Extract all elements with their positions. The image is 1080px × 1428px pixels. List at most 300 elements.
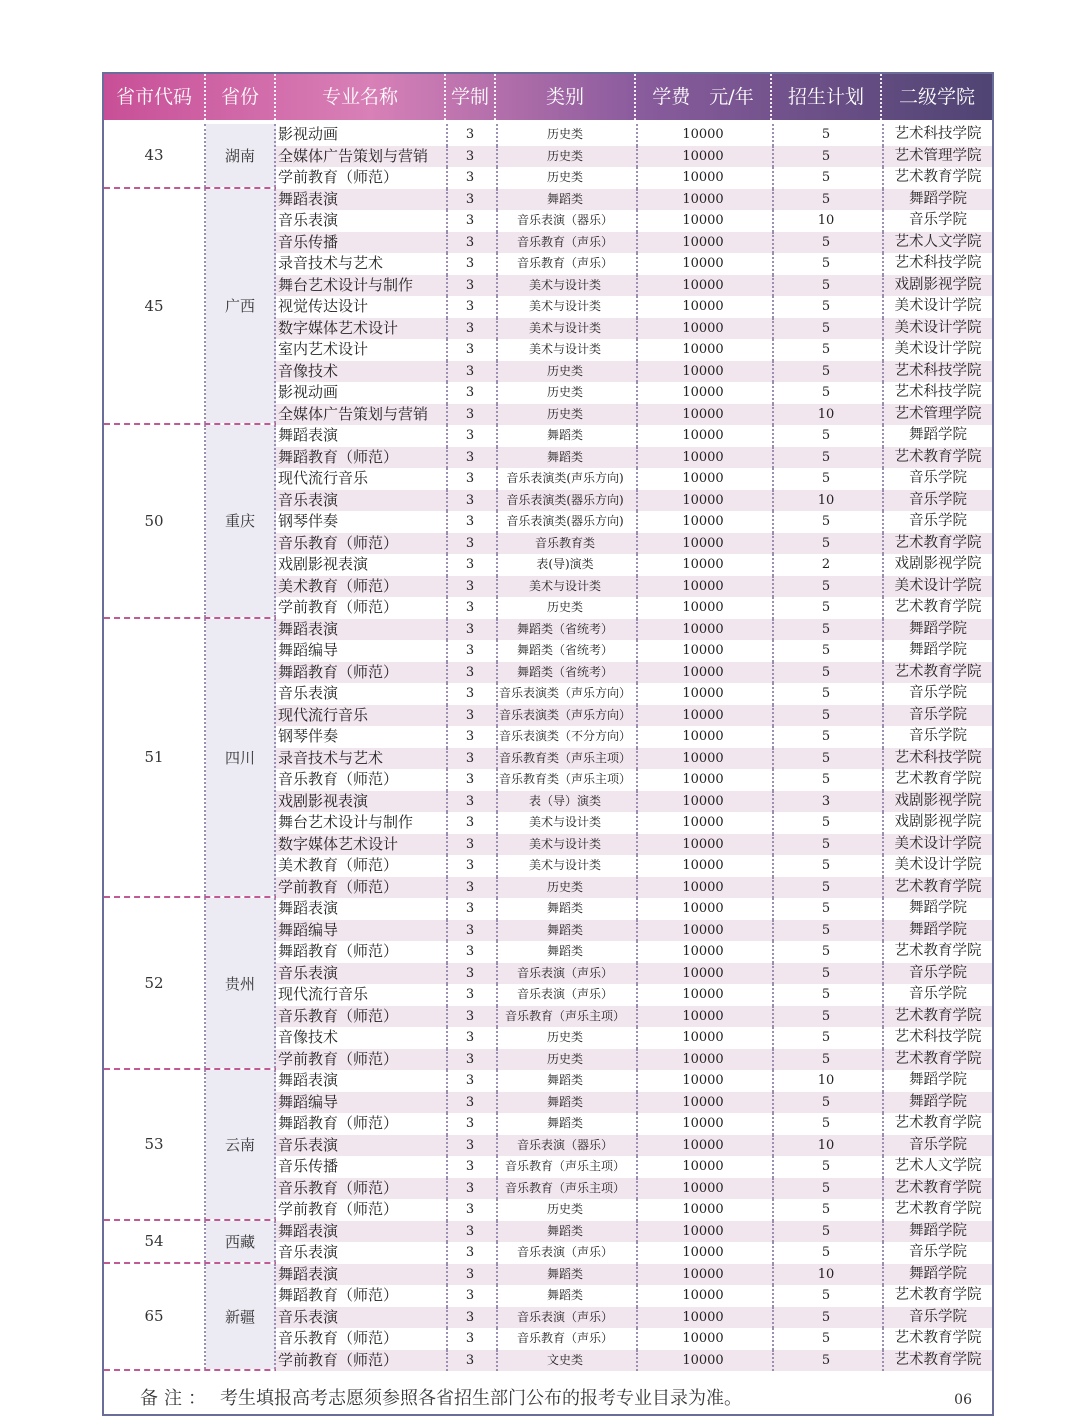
- column-divider: [772, 146, 774, 168]
- table-row: [276, 189, 992, 211]
- column-divider: [496, 619, 498, 641]
- column-divider: [446, 1221, 448, 1243]
- tuition-fee: 10000: [682, 557, 724, 572]
- column-divider: [496, 1221, 498, 1243]
- major-name: 视觉传达设计: [278, 297, 369, 315]
- table-row: [276, 963, 992, 985]
- enrollment-plan: 5: [821, 234, 831, 250]
- column-divider: [636, 404, 638, 426]
- major-name: 舞蹈表演: [278, 1221, 339, 1240]
- college-name: 艺术教育学院: [894, 1287, 982, 1303]
- enrollment-plan: 5: [821, 535, 831, 551]
- column-divider: [636, 1328, 638, 1350]
- tuition-fee: 10000: [682, 1288, 724, 1303]
- enrollment-plan: 5: [821, 320, 831, 336]
- study-length: 3: [465, 277, 475, 293]
- study-length: 3: [465, 1331, 475, 1346]
- column-divider: [882, 683, 884, 705]
- province-name: 广西: [206, 189, 276, 424]
- major-name: 音乐表演: [278, 1307, 339, 1326]
- column-divider: [772, 619, 774, 641]
- category: 舞蹈类: [546, 1073, 583, 1087]
- column-divider: [446, 920, 448, 942]
- category: 历史类: [546, 1030, 583, 1044]
- column-divider: [636, 1027, 638, 1049]
- study-length: 3: [465, 234, 475, 250]
- study-length: 3: [465, 256, 475, 271]
- table-row: [276, 1156, 992, 1178]
- study-length: 3: [465, 1266, 475, 1282]
- column-divider: [496, 941, 498, 963]
- column-divider: [882, 812, 884, 834]
- column-divider: [772, 1350, 774, 1372]
- enrollment-table-sheet: [102, 72, 994, 1416]
- column-divider: [496, 1113, 498, 1135]
- column-divider: [496, 1307, 498, 1329]
- enrollment-plan: 5: [821, 127, 831, 142]
- footnote-label: 备注：: [140, 1388, 212, 1409]
- column-divider: [882, 318, 884, 340]
- tuition-fee: 10000: [682, 320, 724, 336]
- header-code: 省市代码: [104, 74, 206, 120]
- enrollment-plan: 5: [821, 621, 831, 637]
- category: 美术与设计类: [528, 858, 601, 872]
- table-row: [276, 748, 992, 770]
- column-divider: [772, 812, 774, 834]
- column-divider: [772, 167, 774, 189]
- province-group: [104, 1264, 992, 1372]
- column-divider: [446, 1070, 448, 1092]
- column-divider: [882, 877, 884, 899]
- category: 历史类: [546, 170, 583, 184]
- category: 舞蹈类: [546, 944, 583, 958]
- college-name: 艺术教育学院: [894, 1201, 982, 1217]
- tuition-fee: 10000: [682, 535, 724, 551]
- column-divider: [446, 855, 448, 877]
- enrollment-plan: 5: [821, 1180, 831, 1196]
- college-name: 艺术教育学院: [894, 943, 982, 959]
- province-group: [104, 189, 992, 426]
- column-divider: [772, 361, 774, 383]
- column-divider: [882, 533, 884, 555]
- column-divider: [636, 361, 638, 383]
- column-divider: [882, 1328, 884, 1350]
- major-name: 现代流行音乐: [278, 985, 369, 1003]
- major-name: 数字媒体艺术设计: [278, 318, 399, 337]
- column-divider: [496, 662, 498, 684]
- category: 音乐表演（器乐）: [516, 213, 613, 227]
- table-row: [276, 167, 992, 189]
- study-length: 3: [465, 944, 475, 959]
- province-code: 53: [104, 1070, 206, 1219]
- column-divider: [446, 447, 448, 469]
- study-length: 3: [465, 793, 475, 809]
- column-divider: [446, 1156, 448, 1178]
- tuition-fee: 10000: [682, 1116, 724, 1131]
- enrollment-plan: 5: [821, 858, 831, 873]
- college-name: 艺术教育学院: [894, 1330, 982, 1346]
- enrollment-plan: 5: [821, 471, 831, 486]
- column-divider: [772, 855, 774, 877]
- tuition-fee: 10000: [682, 1245, 724, 1260]
- enrollment-plan: 5: [821, 1094, 831, 1110]
- study-length: 3: [465, 815, 475, 830]
- province-name: 贵州: [206, 898, 276, 1068]
- enrollment-plan: 5: [821, 363, 831, 379]
- column-divider: [636, 576, 638, 598]
- enrollment-plan: 5: [821, 170, 831, 185]
- table-row: [276, 468, 992, 490]
- table-row: [276, 576, 992, 598]
- category: 历史类: [546, 879, 583, 894]
- study-length: 3: [465, 127, 475, 142]
- table-row: [276, 1070, 992, 1092]
- column-divider: [636, 210, 638, 232]
- column-divider: [446, 210, 448, 232]
- column-divider: [636, 898, 638, 920]
- column-divider: [496, 791, 498, 813]
- tuition-fee: 10000: [682, 1309, 724, 1325]
- table-row: [276, 920, 992, 942]
- category: 音乐表演类(器乐方向): [506, 514, 624, 528]
- province-name: 湖南: [206, 124, 276, 187]
- study-length: 3: [465, 965, 475, 981]
- column-divider: [496, 318, 498, 340]
- table-row: [276, 339, 992, 361]
- table-row: [276, 1242, 992, 1264]
- column-divider: [772, 963, 774, 985]
- enrollment-plan: 5: [821, 428, 831, 443]
- column-divider: [446, 834, 448, 856]
- column-divider: [636, 425, 638, 447]
- column-divider: [636, 791, 638, 813]
- study-length: 3: [465, 320, 475, 336]
- tuition-fee: 10000: [682, 363, 724, 379]
- enrollment-plan: 5: [821, 772, 831, 787]
- column-divider: [636, 1221, 638, 1243]
- column-divider: [446, 1328, 448, 1350]
- college-name: 音乐学院: [909, 728, 967, 744]
- major-name: 舞蹈表演: [278, 1071, 339, 1089]
- enrollment-plan: 5: [821, 1288, 831, 1303]
- column-divider: [772, 920, 774, 942]
- table-header: [104, 74, 992, 120]
- category: 音乐教育（声乐主项）: [504, 1008, 625, 1023]
- province-code: 51: [104, 619, 206, 897]
- category: 历史类: [546, 148, 583, 163]
- enrollment-plan: 5: [821, 965, 831, 981]
- column-divider: [772, 232, 774, 254]
- major-name: 音乐教育（师范）: [278, 1006, 399, 1025]
- table-row: [276, 1285, 992, 1307]
- tuition-fee: 10000: [682, 922, 724, 938]
- column-divider: [772, 490, 774, 512]
- tuition-fee: 10000: [682, 1223, 724, 1239]
- column-divider: [772, 705, 774, 727]
- enrollment-plan: 5: [821, 643, 831, 658]
- major-name: 录音技术与艺术: [278, 254, 384, 272]
- table-row: [276, 1264, 992, 1286]
- enrollment-plan: 5: [821, 815, 831, 830]
- column-divider: [496, 425, 498, 447]
- column-divider: [882, 361, 884, 383]
- category: 美术与设计类: [528, 299, 601, 313]
- study-length: 3: [465, 621, 475, 637]
- enrollment-plan: 2: [821, 557, 831, 572]
- tuition-fee: 10000: [682, 987, 724, 1002]
- column-divider: [636, 275, 638, 297]
- column-divider: [446, 511, 448, 533]
- tuition-fee: 10000: [682, 836, 724, 852]
- column-divider: [772, 640, 774, 662]
- enrollment-plan: 5: [821, 385, 831, 400]
- study-length: 3: [465, 922, 475, 938]
- column-divider: [446, 490, 448, 512]
- page-number: 06: [954, 1392, 972, 1408]
- column-divider: [636, 1070, 638, 1092]
- college-name: 艺术教育学院: [894, 448, 982, 465]
- category: 舞蹈类: [546, 1288, 583, 1302]
- enrollment-plan: 5: [821, 514, 831, 529]
- college-name: 音乐学院: [909, 986, 967, 1002]
- enrollment-plan: 10: [817, 492, 835, 508]
- major-name: 美术教育（师范）: [278, 576, 399, 595]
- column-divider: [882, 275, 884, 297]
- column-divider: [882, 920, 884, 942]
- major-name: 音乐教育（师范）: [278, 533, 399, 552]
- enrollment-plan: 5: [821, 342, 831, 357]
- college-name: 艺术教育学院: [894, 534, 982, 551]
- column-divider: [636, 619, 638, 641]
- major-name: 舞蹈表演: [278, 1264, 339, 1283]
- column-divider: [496, 748, 498, 770]
- study-length: 3: [465, 600, 475, 615]
- enrollment-plan: 5: [821, 256, 831, 271]
- major-name: 全媒体广告策划与营销: [278, 146, 429, 165]
- column-divider: [772, 275, 774, 297]
- column-divider: [496, 1285, 498, 1307]
- column-divider: [772, 1178, 774, 1200]
- column-divider: [636, 533, 638, 555]
- column-divider: [446, 232, 448, 254]
- study-length: 3: [465, 148, 475, 164]
- column-divider: [636, 1006, 638, 1028]
- tuition-fee: 10000: [682, 514, 724, 529]
- province-code: 45: [104, 189, 206, 424]
- study-length: 3: [465, 1180, 475, 1196]
- study-length: 3: [465, 170, 475, 185]
- column-divider: [772, 1049, 774, 1071]
- province-group: [104, 124, 992, 189]
- column-divider: [882, 1027, 884, 1049]
- column-divider: [446, 468, 448, 490]
- major-name: 影视动画: [278, 383, 339, 401]
- enrollment-plan: 10: [817, 213, 835, 228]
- category: 历史类: [546, 385, 583, 399]
- study-length: 3: [465, 1094, 475, 1110]
- column-divider: [496, 1178, 498, 1200]
- column-divider: [446, 597, 448, 619]
- column-divider: [496, 1350, 498, 1372]
- table-row: [276, 1006, 992, 1028]
- college-name: 艺术教育学院: [894, 1050, 982, 1067]
- table-row: [276, 984, 992, 1006]
- major-name: 舞蹈编导: [278, 920, 339, 939]
- column-divider: [496, 1092, 498, 1114]
- enrollment-plan: 3: [821, 793, 831, 809]
- column-divider: [636, 941, 638, 963]
- table-row: [276, 619, 992, 641]
- column-divider: [636, 124, 638, 146]
- enrollment-plan: 5: [821, 664, 831, 680]
- column-divider: [446, 640, 448, 662]
- tuition-fee: 10000: [682, 234, 724, 250]
- study-length: 3: [465, 1030, 475, 1045]
- tuition-fee: 10000: [682, 729, 724, 744]
- table-row: [276, 404, 992, 426]
- category: 音乐教育（声乐）: [516, 1331, 613, 1345]
- category: 舞蹈类: [546, 1094, 583, 1109]
- column-divider: [446, 1264, 448, 1286]
- category: 美术与设计类: [528, 342, 601, 356]
- major-name: 音乐教育（师范）: [278, 1178, 399, 1197]
- column-divider: [882, 1049, 884, 1071]
- college-name: 艺术教育学院: [894, 771, 982, 787]
- major-name: 钢琴伴奏: [278, 727, 339, 745]
- study-length: 3: [465, 1288, 475, 1303]
- tuition-fee: 10000: [682, 127, 724, 142]
- category: 音乐教育类（声乐主项）: [498, 750, 631, 765]
- column-divider: [636, 1242, 638, 1264]
- tuition-fee: 10000: [682, 492, 724, 508]
- column-divider: [446, 1307, 448, 1329]
- column-divider: [636, 662, 638, 684]
- category: 历史类: [546, 127, 583, 141]
- column-divider: [882, 404, 884, 426]
- category: 美术与设计类: [528, 277, 601, 292]
- category: 表（导）演类: [528, 793, 601, 808]
- column-divider: [772, 1135, 774, 1157]
- table-row: [276, 1350, 992, 1372]
- column-divider: [636, 554, 638, 576]
- column-divider: [772, 834, 774, 856]
- enrollment-plan: 5: [821, 1245, 831, 1260]
- category: 历史类: [546, 363, 583, 378]
- column-divider: [446, 1113, 448, 1135]
- college-name: 舞蹈学院: [909, 900, 967, 916]
- column-divider: [772, 898, 774, 920]
- study-length: 3: [465, 901, 475, 916]
- tuition-fee: 10000: [682, 277, 724, 293]
- column-divider: [882, 1178, 884, 1200]
- column-divider: [636, 1156, 638, 1178]
- column-divider: [882, 1006, 884, 1028]
- column-divider: [636, 1092, 638, 1114]
- column-divider: [882, 1092, 884, 1114]
- table-row: [276, 877, 992, 899]
- column-divider: [446, 554, 448, 576]
- province-group: [104, 1221, 992, 1264]
- table-row: [276, 726, 992, 748]
- column-divider: [446, 1027, 448, 1049]
- college-name: 舞蹈学院: [909, 1093, 967, 1110]
- category: 美术与设计类: [528, 836, 601, 851]
- major-name: 全媒体广告策划与营销: [278, 404, 429, 423]
- column-divider: [496, 705, 498, 727]
- tuition-fee: 10000: [682, 621, 724, 637]
- table-row: [276, 1027, 992, 1049]
- column-divider: [772, 1328, 774, 1350]
- major-name: 现代流行音乐: [278, 469, 369, 487]
- column-divider: [636, 877, 638, 899]
- column-divider: [636, 748, 638, 770]
- column-divider: [772, 210, 774, 232]
- column-divider: [496, 1049, 498, 1071]
- column-divider: [882, 210, 884, 232]
- category: 舞蹈类（省统考）: [516, 664, 613, 679]
- enrollment-plan: 5: [821, 600, 831, 615]
- study-length: 3: [465, 406, 475, 422]
- category: 历史类: [546, 406, 583, 421]
- column-divider: [882, 189, 884, 211]
- column-divider: [772, 1307, 774, 1329]
- study-length: 3: [465, 643, 475, 658]
- enrollment-plan: 5: [821, 578, 831, 594]
- column-divider: [882, 619, 884, 641]
- study-length: 3: [465, 1309, 475, 1325]
- column-divider: [882, 984, 884, 1006]
- college-name: 艺术科技学院: [894, 362, 982, 379]
- major-name: 音乐表演: [278, 1243, 339, 1261]
- major-name: 舞台艺术设计与制作: [278, 275, 414, 294]
- column-divider: [882, 1113, 884, 1135]
- column-divider: [496, 468, 498, 490]
- enrollment-plan: 5: [821, 1331, 831, 1346]
- table-row: [276, 296, 992, 318]
- column-divider: [446, 1092, 448, 1114]
- tuition-fee: 10000: [682, 1331, 724, 1346]
- province-name: 云南: [206, 1070, 276, 1219]
- column-divider: [446, 425, 448, 447]
- column-divider: [636, 511, 638, 533]
- column-divider: [446, 941, 448, 963]
- tuition-fee: 10000: [682, 707, 724, 723]
- table-row: [276, 1221, 992, 1243]
- column-divider: [496, 146, 498, 168]
- category: 舞蹈类（省统考）: [516, 643, 613, 657]
- column-divider: [882, 791, 884, 813]
- college-name: 艺术教育学院: [894, 1115, 982, 1131]
- tuition-fee: 10000: [682, 965, 724, 981]
- major-name: 舞蹈教育（师范）: [278, 942, 399, 960]
- column-divider: [636, 189, 638, 211]
- major-name: 舞蹈教育（师范）: [278, 1114, 399, 1132]
- column-divider: [496, 640, 498, 662]
- column-divider: [636, 812, 638, 834]
- enrollment-plan: 5: [821, 1223, 831, 1239]
- column-divider: [446, 361, 448, 383]
- table-row: [276, 425, 992, 447]
- major-name: 音乐表演: [278, 211, 339, 229]
- table-row: [276, 1178, 992, 1200]
- column-divider: [772, 597, 774, 619]
- college-name: 音乐学院: [909, 212, 967, 228]
- category: 舞蹈类: [546, 191, 583, 206]
- enrollment-plan: 5: [821, 987, 831, 1002]
- column-divider: [496, 490, 498, 512]
- column-divider: [772, 533, 774, 555]
- major-name: 舞蹈教育（师范）: [278, 1286, 399, 1304]
